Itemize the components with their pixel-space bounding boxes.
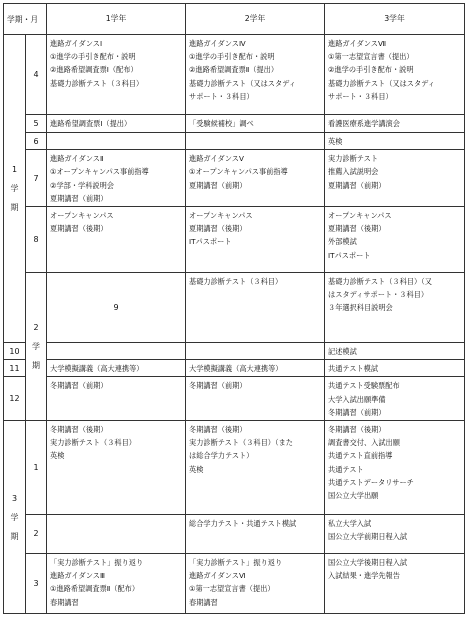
event-line: 進路ガイダンスⅢ <box>50 571 105 581</box>
table-row <box>4 35 465 115</box>
event-cell-g3 <box>325 554 465 614</box>
term-label <box>4 421 26 614</box>
event-line: 基礎力診断テスト（３科目） <box>189 277 283 287</box>
event-line: 大学入試出願準備 <box>328 394 386 404</box>
term-label <box>4 35 26 343</box>
event-line: 入試結果・進学先報告 <box>328 571 400 581</box>
event-cell-g1 <box>47 133 186 150</box>
event-cell-g1 <box>47 115 186 133</box>
table-row <box>4 133 465 150</box>
event-cell-g2 <box>186 515 325 554</box>
event-line: 進路ガイダンスⅠ <box>50 39 103 48</box>
grade3-header: 3学年 <box>325 4 465 35</box>
event-line: オープンキャンパス <box>189 211 253 221</box>
event-line: 夏期講習（後期） <box>189 224 247 234</box>
event-line: 実力診断テスト（３科目）（また <box>189 438 293 448</box>
event-line: 実力診断テスト（３科目） <box>50 438 136 448</box>
grade1-header: 1学年 <box>47 4 186 35</box>
event-line: 冬期講習（前期） <box>328 407 386 417</box>
event-cell-g1 <box>47 35 186 115</box>
event-line: 進路希望調査票Ⅰ（提出） <box>50 119 132 128</box>
table-row <box>4 343 465 360</box>
event-line: ①進学の手引き配布・説明 <box>50 52 136 62</box>
table-row <box>4 421 465 515</box>
event-line: ①オープンキャンパス事前指導 <box>189 167 288 177</box>
event-cell-g1 <box>47 515 186 554</box>
month-cell: 12 <box>4 377 26 421</box>
term-label-char: 学 <box>32 342 40 352</box>
event-line: ①オープンキャンパス事前指導 <box>50 167 149 177</box>
table-row <box>4 273 465 343</box>
header-row <box>4 4 465 35</box>
event-line: オープンキャンパス <box>328 211 392 221</box>
event-line: ②進路希望調査票Ⅰ（配布） <box>50 65 138 75</box>
term-label-char: 期 <box>10 531 19 541</box>
event-line: ②進路希望調査票Ⅱ（提出） <box>189 65 279 75</box>
event-line: ITパスポート <box>328 250 371 260</box>
month-cell: 1 <box>26 421 47 515</box>
event-line: 国公立大学出願 <box>328 491 379 501</box>
event-line: 総合学力テスト・共通テスト模試 <box>189 519 297 529</box>
event-cell-g3 <box>325 377 465 421</box>
event-line: 夏期講習（後期） <box>328 224 386 234</box>
event-line: 夏期講習（前期） <box>328 180 386 190</box>
event-cell-g2 <box>186 377 325 421</box>
event-line: 冬期講習（後期） <box>189 425 247 435</box>
event-cell-g1 <box>47 360 186 377</box>
event-line: 推薦入試説明会 <box>328 167 379 177</box>
event-line: 共通テスト模試 <box>328 364 379 374</box>
event-line: 進路ガイダンスⅡ <box>50 154 104 164</box>
event-line: 看護医療系進学講演会 <box>328 119 400 128</box>
event-cell-g2 <box>186 421 325 515</box>
event-line: 進路ガイダンスⅦ <box>328 39 387 48</box>
month-cell: 2 <box>26 515 47 554</box>
event-line: 冬期講習（前期） <box>189 381 247 391</box>
term-label-char: 期 <box>10 203 19 212</box>
event-line: 夏期講習（前期） <box>189 180 247 190</box>
event-line: 進路ガイダンスⅤ <box>189 154 244 164</box>
event-cell-g2 <box>325 273 465 343</box>
event-line: はスタディサポート・３科目） <box>328 290 429 300</box>
event-cell-g2 <box>186 133 325 150</box>
event-cell-g3 <box>325 35 465 115</box>
table-row <box>4 377 465 421</box>
event-line: 冬期講習（前期） <box>50 381 108 391</box>
event-line: ①第一志望宣言書（提出） <box>328 52 414 62</box>
event-cell-g1 <box>47 207 186 273</box>
month-cell: 10 <box>4 343 26 360</box>
term-label-char: 学 <box>10 512 19 522</box>
event-cell-g3 <box>325 115 465 133</box>
event-cell-g3 <box>325 343 465 360</box>
term-label-char: 学 <box>10 184 19 193</box>
month-cell: 9 <box>47 273 186 343</box>
event-line: 夏期講習（後期） <box>50 224 108 234</box>
schedule-table <box>3 3 465 614</box>
event-line: 基礎力診断テスト（又はスタディ <box>328 78 435 88</box>
event-cell-g3 <box>325 133 465 150</box>
event-cell-g3 <box>325 515 465 554</box>
month-cell: 3 <box>26 554 47 614</box>
event-cell-g1 <box>47 554 186 614</box>
event-line: ②学部・学科説明会 <box>50 180 114 190</box>
event-cell-g3 <box>325 421 465 515</box>
event-line: サポート・３科目） <box>189 91 254 101</box>
event-line: 調査書交付、入試出願 <box>328 438 400 448</box>
event-line: ②進学の手引き配布・説明 <box>328 65 414 75</box>
term-label-char: 2 <box>33 323 39 333</box>
event-line: 基礎力診断テスト（３科目） <box>50 78 144 88</box>
term-label-char: 3 <box>11 493 18 503</box>
event-line: 基礎力診断テスト（又はスタディ <box>189 78 296 88</box>
event-line: ITパスポート <box>189 237 232 247</box>
event-line: 英検 <box>328 137 343 146</box>
event-cell-g3 <box>325 360 465 377</box>
month-cell: 8 <box>26 207 47 273</box>
event-line: 基礎力診断テスト（３科目）（又 <box>328 277 432 287</box>
term-label-char: 期 <box>32 361 40 371</box>
event-line: 英検 <box>50 451 65 461</box>
event-line: 冬期講習（後期） <box>328 425 386 435</box>
table-row <box>4 554 465 614</box>
event-line: 外部模試 <box>328 237 357 247</box>
event-line: 春期講習 <box>50 597 79 607</box>
event-line: 共通テスト <box>328 464 364 474</box>
event-line: ①第一志望宣言書（提出） <box>189 584 275 594</box>
event-cell-g2 <box>186 554 325 614</box>
event-line: オープンキャンパス <box>50 211 114 221</box>
event-cell-g1 <box>47 150 186 207</box>
event-cell-g2 <box>186 207 325 273</box>
event-line: 共通テストデータリサーチ <box>328 477 414 487</box>
event-cell-g2 <box>186 150 325 207</box>
event-cell-g3 <box>325 150 465 207</box>
month-cell: 7 <box>26 150 47 207</box>
event-cell-g1 <box>47 421 186 515</box>
event-line: 夏期講習（前期） <box>50 193 108 203</box>
event-line: サポート・３科目） <box>328 91 393 101</box>
event-line: 記述模試 <box>328 347 357 357</box>
event-line: 共通テスト受験票配布 <box>328 381 400 391</box>
event-line: ①進路希望調査票Ⅱ（配布） <box>50 584 140 594</box>
event-line: 共通テスト直前指導 <box>328 451 393 461</box>
event-line: 実力診断テスト <box>328 154 379 164</box>
term-label <box>26 273 47 421</box>
grade2-header: 2学年 <box>186 4 325 35</box>
event-line: ①進学の手引き配布・説明 <box>189 52 275 62</box>
event-cell-g2 <box>186 360 325 377</box>
event-line: 国公立大学前期日程入試 <box>328 532 408 542</box>
event-line: 大学模擬講義（高大連携等） <box>189 364 283 374</box>
table-row <box>4 207 465 273</box>
month-cell: 11 <box>4 360 26 377</box>
event-cell-g1 <box>47 377 186 421</box>
term-label-char: 1 <box>11 165 18 174</box>
event-line: 私立大学入試 <box>328 519 372 529</box>
event-cell-g3 <box>325 207 465 273</box>
event-line: 春期講習 <box>189 597 218 607</box>
month-cell: 6 <box>26 133 47 150</box>
table-row <box>4 115 465 133</box>
term-month-header: 学期・月 <box>4 4 47 35</box>
event-cell-g2 <box>186 115 325 133</box>
event-line: 「実力診断テスト」振り返り <box>50 558 144 568</box>
event-line: 進路ガイダンスⅣ <box>189 39 246 48</box>
event-line: 大学模擬講義（高大連携等） <box>50 364 144 374</box>
event-cell-g1 <box>47 343 186 360</box>
event-line: 冬期講習（後期） <box>50 425 108 435</box>
event-line: 国公立大学後期日程入試 <box>328 558 408 568</box>
event-line: 「受験候補校」調べ <box>189 119 254 128</box>
month-cell: 5 <box>26 115 47 133</box>
event-line: ３年選択科目説明会 <box>328 303 393 313</box>
event-line: 進路ガイダンスⅥ <box>189 571 246 581</box>
event-line: 英検 <box>189 464 204 474</box>
event-cell-g1 <box>186 273 325 343</box>
event-cell-g2 <box>186 35 325 115</box>
table-row <box>4 360 465 377</box>
table-row <box>4 150 465 207</box>
event-cell-g2 <box>186 343 325 360</box>
table-row <box>4 515 465 554</box>
event-line: は総合学力テスト） <box>189 451 254 461</box>
month-cell: 4 <box>26 35 47 115</box>
event-line: 「実力診断テスト」振り返り <box>189 558 283 568</box>
